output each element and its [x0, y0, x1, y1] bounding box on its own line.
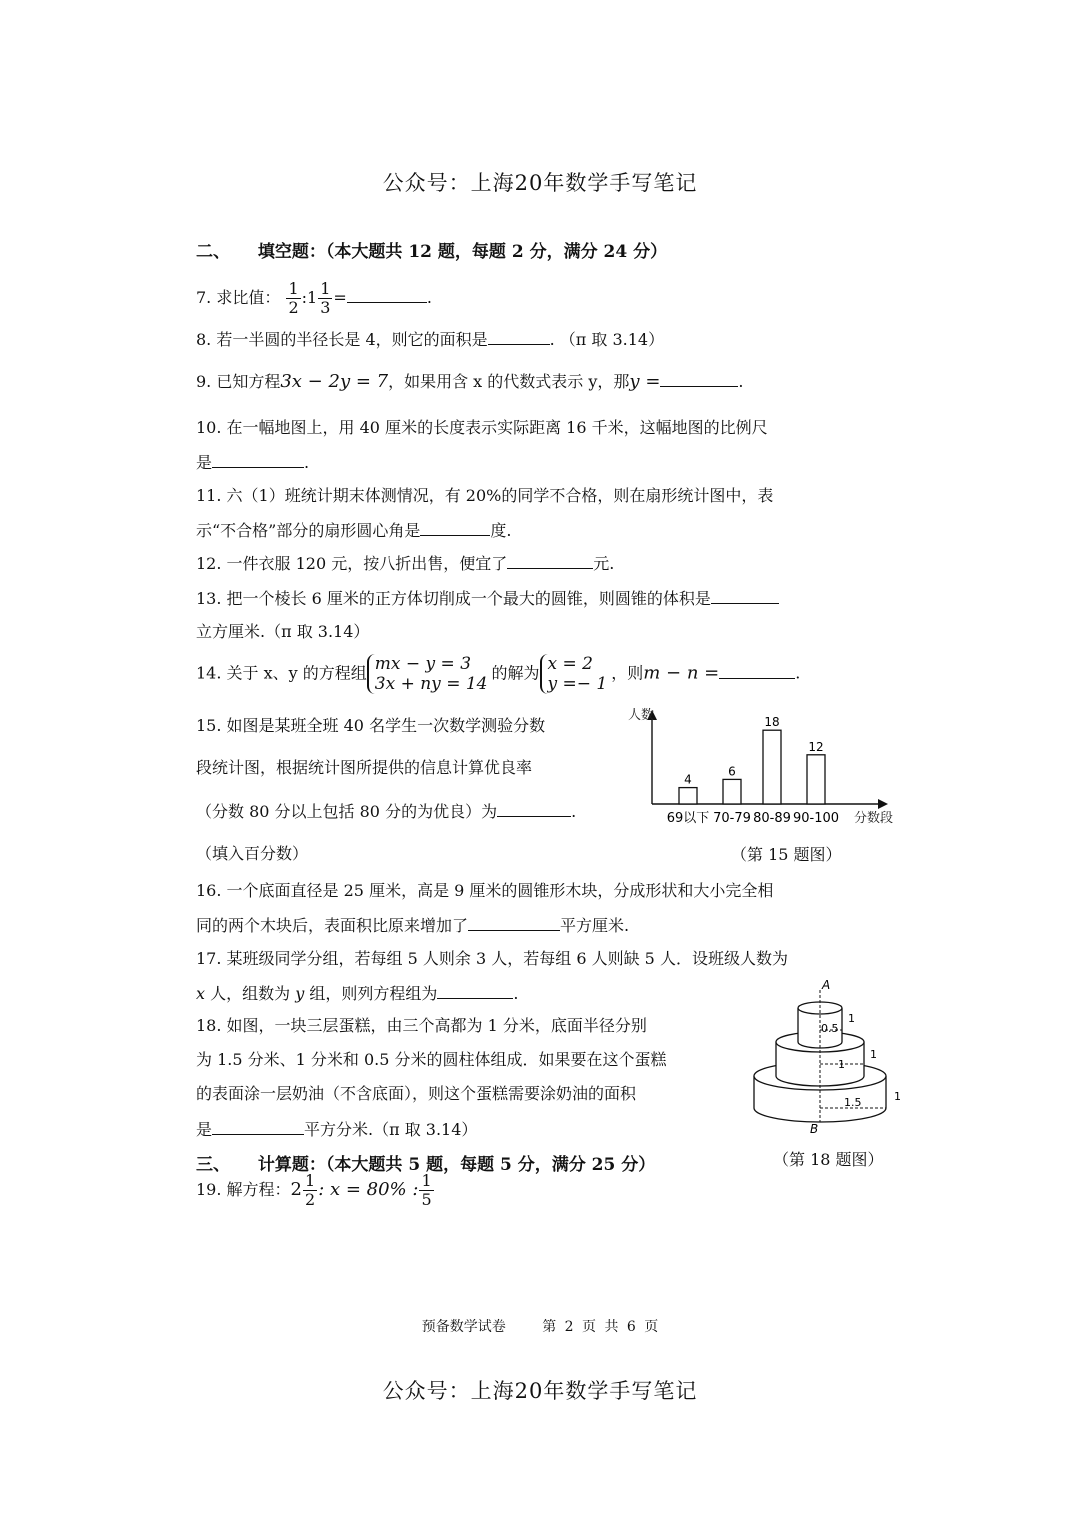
- q18-line3: 的表面涂一层奶油（不含底面），则这个蛋糕需要涂奶油的面积: [196, 1084, 637, 1103]
- q12-answer-blank[interactable]: [507, 552, 593, 569]
- q18-answer-blank[interactable]: [212, 1118, 304, 1135]
- cake-radius-top-label: 0.5: [821, 1022, 839, 1035]
- question-11: 11. 六（1）班统计期末体测情况，有 20%的同学不合格，则在扇形统计图中，表 示“不合格”部分的扇形圆心角是 度.: [196, 486, 774, 540]
- category-label-1: 70-79: [713, 811, 751, 826]
- q13-answer-blank[interactable]: [711, 587, 779, 604]
- bar-value-label-3: 12: [808, 739, 824, 754]
- x-axis-arrow: [878, 799, 888, 809]
- q8-tail: . （π 取 3.14）: [549, 330, 665, 349]
- category-label-0: 69以下: [666, 811, 710, 826]
- bar-3: [807, 755, 825, 804]
- q8-answer-blank[interactable]: [488, 328, 550, 345]
- q18-line2: 为 1.5 分米、1 分米和 0.5 分米的圆柱体组成．如果要在这个蛋糕: [196, 1050, 667, 1069]
- q11-answer-blank[interactable]: [420, 519, 490, 536]
- q14-answer-blank[interactable]: [719, 662, 795, 679]
- category-label-2: 80-89: [753, 811, 791, 826]
- q15-line2: 段统计图，根据统计图所提供的信息计算优良率: [196, 758, 533, 777]
- bar-value-label-1: 6: [728, 764, 736, 779]
- section-2-heading: [196, 237, 667, 262]
- q14-equation-system: mx − y = 3 3x + ny = 14: [367, 654, 492, 694]
- q15-line4: （填入百分数）: [196, 844, 309, 863]
- cake-label-b: B: [810, 1122, 819, 1136]
- question-12: 12. 一件衣服 120 元，按八折出售，便宜了 元.: [196, 554, 615, 573]
- cake-label-a: A: [822, 978, 831, 992]
- footer-page-number: 第 2 页 共 6 页: [542, 1319, 659, 1335]
- q7-prefix: 7. 求比值：: [196, 288, 281, 307]
- q11-line1: 11. 六（1）班统计期末体测情况，有 20%的同学不合格，则在扇形统计图中，表: [196, 486, 774, 505]
- q16-line1: 16. 一个底面直径是 25 厘米，高是 9 厘米的圆锥形木块，分成形状和大小完全相: [196, 881, 774, 900]
- q15-caption: （第 15 题图）: [731, 845, 842, 864]
- question-18: 18. 如图，一块三层蛋糕，由三个高都为 1 分米，底面半径分别 为 1.5 分米、1 分米和 0.5 分米的圆柱体组成．如果要在这个蛋糕 的表面涂一层奶油（不含底面），则这个蛋糕需要涂奶油的面积 是 平方分米.（π 取 3.14）: [196, 1016, 667, 1139]
- q7-answer-blank[interactable]: [347, 286, 427, 303]
- cake-radius-bottom-label: 1.5: [844, 1096, 862, 1109]
- question-10: 10. 在一幅地图上，用 40 厘米的长度表示实际距离 16 千米，这幅地图的比例尺 是 .: [196, 418, 768, 472]
- q18-line1: 18. 如图，一块三层蛋糕，由三个高都为 1 分米，底面半径分别: [196, 1016, 647, 1035]
- bar-value-label-0: 4: [684, 772, 692, 787]
- question-9: 9. 已知方程3x − 2y = 7，如果用含 x 的代数式表示 y，那y = .: [196, 371, 744, 392]
- question-7: 7. 求比值： $\frac{1}{2}$ :1 $\frac{1}{3}$ = .: [196, 279, 432, 317]
- watermark-top: 公众号：上海20年数学手写笔记: [382, 171, 698, 195]
- q18-cake-diagram: [748, 978, 918, 1138]
- q19-fraction-fifth: $\frac{1}{5}$: [421, 1171, 432, 1209]
- question-17: 17. 某班级同学分组，若每组 5 人则余 3 人，若每组 6 人则缺 5 人．设班级人数为 x 人，组数为 y 组，则列方程组为 .: [196, 949, 788, 1003]
- cake-height-top-label: 1: [848, 1012, 855, 1025]
- footer-exam-name: 预备数学试卷: [421, 1319, 506, 1335]
- q19-fraction-half: $\frac{1}{2}$: [305, 1171, 316, 1209]
- x-axis-label: 分数段: [854, 811, 894, 826]
- q16-answer-blank[interactable]: [468, 914, 560, 931]
- bar-0: [679, 788, 697, 804]
- q19-equation-mid: : x = 80% :: [318, 1179, 419, 1200]
- section-3-number: 三、: [196, 1155, 230, 1175]
- question-19: 19. 解方程：2 $\frac{1}{2}$ : x = 80% : $\frac{1}{5}$: [196, 1171, 432, 1209]
- q7-equals: =: [333, 288, 347, 307]
- q10-line1: 10. 在一幅地图上，用 40 厘米的长度表示实际距离 16 千米，这幅地图的比例尺: [196, 418, 768, 437]
- bar-value-label-2: 18: [764, 715, 780, 730]
- bar-1: [723, 779, 741, 804]
- bar-2: [763, 730, 781, 804]
- q18-caption: （第 18 题图）: [773, 1150, 884, 1169]
- q9-equation: 3x − 2y = 7: [280, 371, 389, 392]
- watermark-bottom: 公众号：上海20年数学手写笔记: [382, 1379, 698, 1403]
- q7-fraction-half: $\frac{1}{2}$: [288, 279, 299, 317]
- q15-bar-chart: [618, 700, 918, 840]
- q15-answer-blank[interactable]: [497, 800, 571, 817]
- category-label-3: 90-100: [792, 811, 840, 826]
- page-footer: [0, 1316, 1080, 1336]
- q7-fraction-third: $\frac{1}{3}$: [320, 279, 331, 317]
- q17-line1: 17. 某班级同学分组，若每组 5 人则余 3 人，若每组 6 人则缺 5 人．设班级人数为: [196, 949, 788, 968]
- question-14: 14. 关于 x、y 的方程组 mx − y = 3 3x + ny = 14 的解为 x = 2 y =− 1 ，则m − n = .: [196, 654, 801, 694]
- q15-line1: 15. 如图是某班全班 40 名学生一次数学测验分数: [196, 716, 546, 735]
- q17-answer-blank[interactable]: [437, 982, 513, 999]
- q7-colon: :1: [301, 288, 318, 307]
- cake-height-bottom-label: 1: [894, 1090, 901, 1103]
- question-13: 13. 把一个棱长 6 厘米的正方体切削成一个最大的圆锥，则圆锥的体积是 立方厘米.（π 取 3.14）: [196, 587, 779, 642]
- q8-text: 8. 若一半圆的半径长是 4，则它的面积是: [196, 330, 488, 349]
- section-2-number: 二、: [196, 242, 230, 262]
- q13-line2: 立方厘米.（π 取 3.14）: [196, 622, 370, 641]
- question-15: 15. 如图是某班全班 40 名学生一次数学测验分数 段统计图，根据统计图所提供的信息计算优良率 （分数 80 分以上包括 80 分的为优良）为 . （填入百分数）: [196, 716, 577, 863]
- q10-answer-blank[interactable]: [212, 451, 304, 468]
- y-axis-label: 人数: [628, 708, 655, 723]
- cake-radius-middle-label: 1: [838, 1058, 845, 1071]
- cake-height-middle-label: 1: [870, 1048, 877, 1061]
- question-16: 16. 一个底面直径是 25 厘米，高是 9 厘米的圆锥形木块，分成形状和大小完全相 同的两个木块后，表面积比原来增加了 平方厘米.: [196, 881, 774, 935]
- q9-answer-blank[interactable]: [660, 370, 738, 387]
- question-8: [196, 328, 664, 350]
- q14-solution-system: x = 2 y =− 1: [540, 654, 612, 694]
- section-2-title: 填空题：（本大题共 12 题，每题 2 分，满分 24 分）: [257, 242, 668, 262]
- section-3-title: 计算题：（本大题共 5 题，每题 5 分，满分 25 分）: [257, 1155, 656, 1175]
